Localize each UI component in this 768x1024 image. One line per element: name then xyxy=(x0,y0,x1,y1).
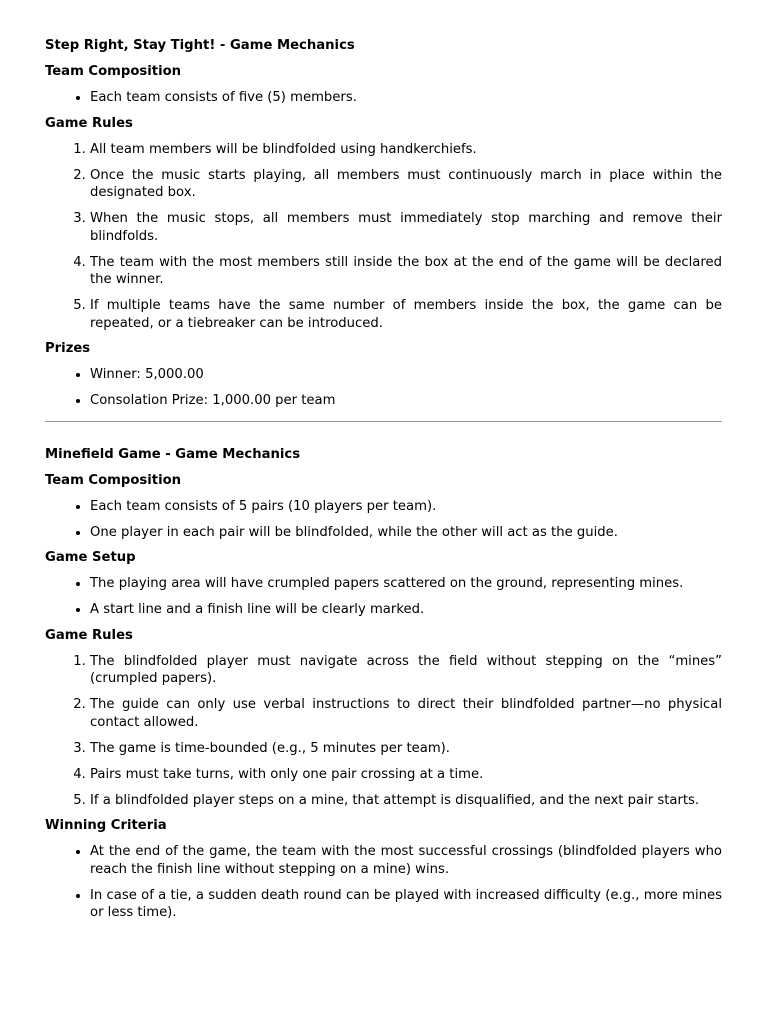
list-item: • At the end of the game, the team with the most successful crossings (blindfolded players who reach the finish line without stepping on a mine) wins. xyxy=(90,843,722,878)
winning-criteria-list xyxy=(45,843,722,922)
heading-prizes: Prizes xyxy=(45,341,91,356)
section-divider xyxy=(45,421,722,422)
list-item: • One player in each pair will be blindfolded, while the other will act as the guide. xyxy=(90,524,722,542)
section-minefield xyxy=(45,446,722,922)
list-item: 1. All team members will be blindfolded using handkerchiefs. xyxy=(90,141,722,159)
heading-team-composition: Team Composition xyxy=(45,64,182,79)
list-item: 3. When the music stops, all members must immediately stop marching and remove their blindfolds. xyxy=(90,210,722,245)
game-setup-list xyxy=(45,575,722,619)
list-item: 5. If multiple teams have the same number of members inside the box, the game can be repeated, or a tiebreaker can be introduced. xyxy=(90,297,722,332)
heading-game-setup: Game Setup xyxy=(45,550,136,565)
list-item: 4. The team with the most members still inside the box at the end of the game will be declared the winner. xyxy=(90,254,722,289)
list-item: 4. Pairs must take turns, with only one pair crossing at a time. xyxy=(90,766,722,784)
heading-game-rules: Game Rules xyxy=(45,627,133,643)
heading-winning-criteria: Winning Criteria xyxy=(45,818,167,833)
section-title: Minefield Game - Game Mechanics xyxy=(45,446,301,462)
game-rules-list xyxy=(45,653,722,810)
list-item: • Each team consists of five (5) members. xyxy=(90,89,722,107)
list-item: • Winner: 5,000.00 xyxy=(90,366,722,384)
heading-game-rules: Game Rules xyxy=(45,115,133,131)
list-item: • In case of a tie, a sudden death round can be played with increased difficulty (e.g., more mines or less time). xyxy=(90,887,722,922)
list-item: • Each team consists of 5 pairs (10 players per team). xyxy=(90,498,722,516)
section-title: Step Right, Stay Tight! - Game Mechanics xyxy=(45,38,355,53)
list-item: • The playing area will have crumpled papers scattered on the ground, representing mines. xyxy=(90,575,722,593)
section-step-right xyxy=(45,37,722,410)
list-item: 2. The guide can only use verbal instructions to direct their blindfolded partner—no physical contact allowed. xyxy=(90,696,722,731)
list-item: 3. The game is time-bounded (e.g., 5 minutes per team). xyxy=(90,740,722,758)
team-composition-list xyxy=(45,89,722,107)
heading-team-composition: Team Composition xyxy=(45,472,182,488)
list-item: • A start line and a finish line will be clearly marked. xyxy=(90,601,722,619)
list-item: 5. If a blindfolded player steps on a mine, that attempt is disqualified, and the next pair starts. xyxy=(90,792,722,810)
list-item: 2. Once the music starts playing, all members must continuously march in place within the designated box. xyxy=(90,167,722,202)
game-rules-list xyxy=(45,141,722,333)
team-composition-list xyxy=(45,498,722,542)
list-item: 1. The blindfolded player must navigate across the field without stepping on the “mines” (crumpled papers). xyxy=(90,653,722,688)
prizes-list xyxy=(45,366,722,410)
list-item: • Consolation Prize: 1,000.00 per team xyxy=(90,392,722,410)
